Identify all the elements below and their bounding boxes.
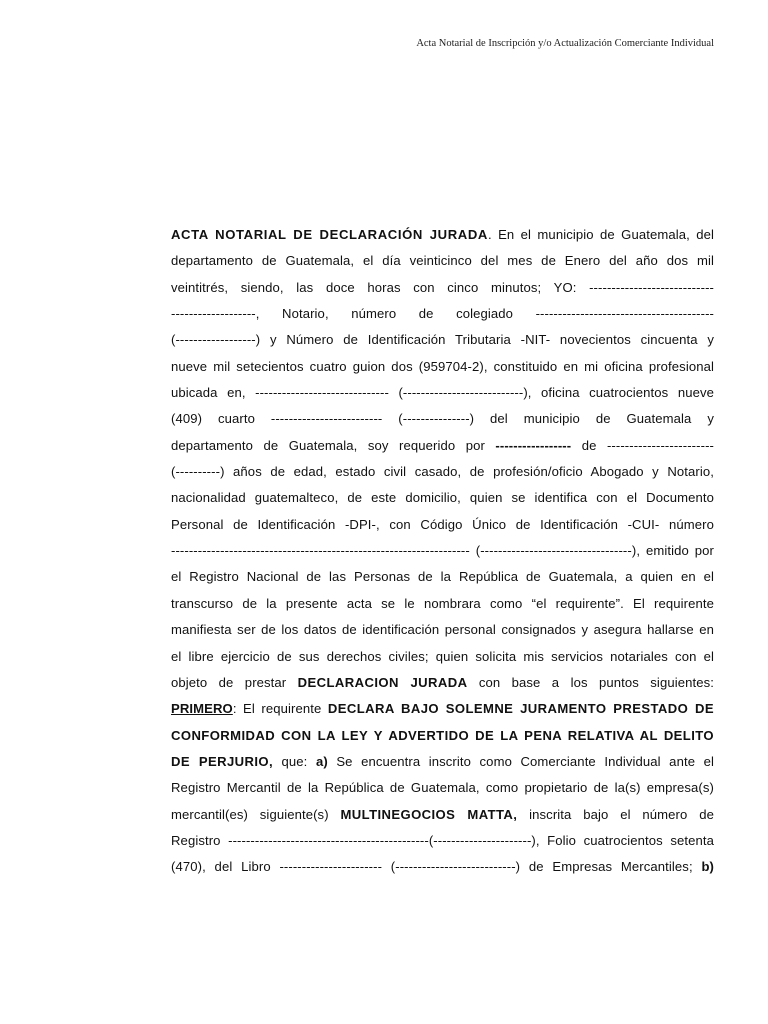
text-run: (----------) años de edad, estado civil casado, de profesión/oficio Abogado y Notario, [171,464,714,480]
text-run: CONFORMIDAD CON LA LEY Y ADVERTIDO DE LA PENA RELATIVA AL DELITO [171,727,714,743]
paragraph-line [171,644,714,670]
text-run: veintitrés, siendo, las doce horas con cinco minutos; YO: ---------------------------- [171,279,714,295]
text-run: . En el municipio de Guatemala, del [487,227,714,242]
text-run: Registro ---------------------------------------------(----------------------), Folio cuatrocientos setenta [171,832,714,848]
paragraph-line [171,275,714,301]
text-run: Personal de Identificación -DPI-, con Código Único de Identificación -CUI- número [171,516,714,532]
text-run: DE PERJURIO, [171,753,273,769]
text-run: nueve mil setecientos cuatro guion dos (959704-2), constituido en mi oficina profesional [171,358,714,374]
text-run: DECLARACION JURADA [297,674,468,690]
text-run: : El requirente [232,701,328,717]
paragraph-line [171,433,714,459]
text-run: departamento de Guatemala, soy requerido por [171,437,496,453]
text-run: con base a los puntos siguientes: [467,674,714,690]
paragraph-line [171,512,714,538]
paragraph-line [171,248,714,274]
text-run: DECLARA BAJO SOLEMNE JURAMENTO PRESTADO DE [327,701,714,717]
text-run: transcurso de la presente acta se le nombrara como “el requirente”. El requirente [171,595,714,611]
text-run: el libre ejercicio de sus derechos civiles; quien solicita mis servicios notariales con el [171,648,714,664]
paragraph-line [171,854,714,880]
text-run: PRIMERO [171,701,233,717]
paragraph-line [171,723,714,749]
paragraph-line [171,327,714,353]
paragraph-line [171,538,714,564]
text-run: inscrita bajo el número de [517,806,714,822]
paragraph-line [171,802,714,828]
paragraph-line [171,564,714,590]
text-run: (409) cuarto ------------------------- (---------------) del municipio de Guatemala y [171,411,714,427]
text-run: de ------------------------ [571,437,714,453]
document-body [171,222,714,881]
text-run: Se encuentra inscrito como Comerciante Individual ante el [327,753,714,769]
text-run: ACTA NOTARIAL DE DECLARACIÓN JURADA [171,227,488,242]
text-run: objeto de prestar [171,674,298,690]
paragraph-line [171,380,714,406]
text-run: nacionalidad guatemalteco, de este domicilio, quien se identifica con el Documento [171,490,714,506]
paragraph-line [171,670,714,696]
text-run: b) [701,859,714,875]
text-run: a) [315,753,328,769]
text-run: manifiesta ser de los datos de identificación personal consignados y asegura hallarse en [171,622,714,638]
text-run: que: [273,753,316,769]
text-run: ubicada en, ------------------------------ (---------------------------), oficina cuatrocientos nueve [171,385,714,401]
paragraph-line [171,775,714,801]
paragraph-line [171,222,714,248]
paragraph-line [171,749,714,775]
paragraph-line [171,696,714,722]
paragraph-line [171,459,714,485]
text-run: mercantil(es) siguiente(s) [171,806,341,822]
running-header: Acta Notarial de Inscripción y/o Actualización Comerciante Individual [416,38,714,49]
text-run: (470), del Libro ----------------------- (---------------------------) de Empresas Mercantiles; [171,859,702,875]
paragraph-line [171,617,714,643]
text-run: ------------------------------------------------------------------- (----------------------------------), emitido por [171,543,714,559]
text-run: (------------------) y Número de Identificación Tributaria -NIT- novecientos cincuenta y [171,332,714,348]
paragraph-line [171,485,714,511]
paragraph-line [171,406,714,432]
text-run: el Registro Nacional de las Personas de la República de Guatemala, a quien en el [171,569,714,585]
text-run: -------------------, Notario, número de colegiado ---------------------------------------- [171,306,714,322]
text-run: departamento de Guatemala, el día veinticinco del mes de Enero del año dos mil [171,253,714,269]
paragraph-line [171,828,714,854]
paragraph-line [171,591,714,617]
text-run: ----------------- [495,437,572,453]
paragraph-line [171,354,714,380]
paragraph-line [171,301,714,327]
text-run: Registro Mercantil de la República de Guatemala, como propietario de la(s) empresa(s) [171,780,714,796]
text-run: MULTINEGOCIOS MATTA, [340,806,518,822]
